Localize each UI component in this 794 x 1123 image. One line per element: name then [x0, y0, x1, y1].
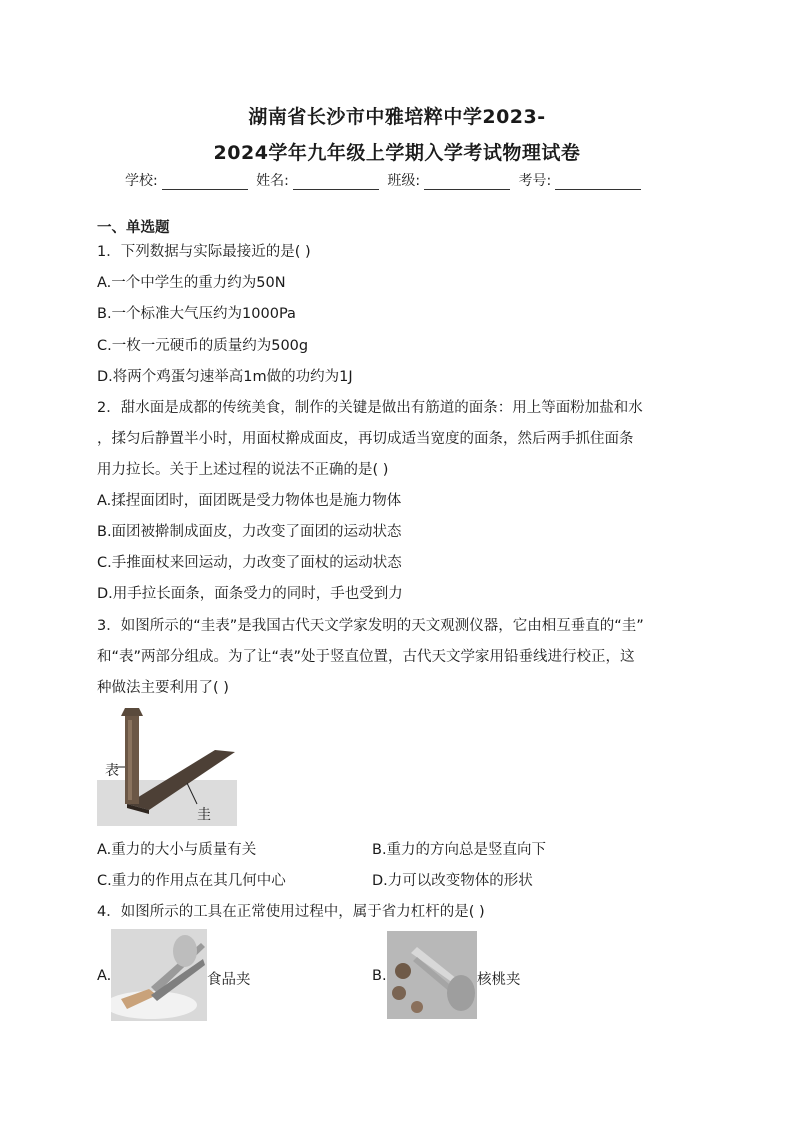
q3-option-d: D.力可以改变物体的形状: [372, 873, 533, 889]
q1-option-b: B.一个标准大气压约为1000Pa: [97, 306, 296, 322]
q1-option-c: C.一枚一元硬币的质量约为500g: [97, 338, 309, 354]
q3-stem-2: 和“表”两部分组成。为了让“表”处于竖直位置，古代天文学家用铅垂线进行校正，这: [97, 649, 635, 665]
q4-option-b-text: 核桃夹: [477, 972, 521, 988]
walnut-1: [395, 963, 411, 979]
food-tongs-photo: [111, 929, 207, 1021]
name-blank[interactable]: [293, 175, 379, 190]
q2-stem-2: ，揉匀后静置半小时，用面杖擀成面皮，再切成适当宽度的面条，然后两手抓住面条: [97, 431, 634, 447]
figure-label-gui: 圭: [197, 807, 211, 823]
q2-option-d: D.用手拉长面条，面条受力的同时，手也受到力: [97, 586, 403, 602]
q2-option-b: B.面团被擀制成面皮，力改变了面团的运动状态: [97, 524, 402, 540]
section-heading: 一、单选题: [97, 220, 170, 236]
biao-pillar-highlight: [128, 720, 132, 800]
nutcracker-photo: [387, 931, 477, 1019]
tongs-hand: [173, 935, 197, 967]
class-blank[interactable]: [424, 175, 510, 190]
name-label: 姓名:: [256, 173, 289, 189]
walnut-3: [411, 1001, 423, 1013]
q4-option-a-prefix: A.: [97, 968, 112, 984]
title-line-1: 湖南省长沙市中雅培粹中学2023-: [248, 106, 546, 128]
title-line-2: 2024学年九年级上学期入学考试物理试卷: [213, 142, 581, 164]
exam-no-label: 考号:: [518, 173, 552, 189]
figure-label-biao: 表: [105, 763, 119, 779]
q1-stem: 1．下列数据与实际最接近的是( ): [97, 244, 311, 260]
q4-option-a-text: 食品夹: [207, 972, 251, 988]
school-blank[interactable]: [162, 175, 248, 190]
q2-stem-3: 用力拉长。关于上述过程的说法不正确的是( ): [97, 462, 389, 478]
class-label: 班级:: [387, 173, 421, 189]
q2-stem-1: 2．甜水面是成都的传统美食，制作的关键是做出有筋道的面条：用上等面粉加盐和水: [97, 400, 643, 416]
q3-stem-1: 3．如图所示的“圭表”是我国古代天文学家发明的天文观测仪器，它由相互垂直的“圭”: [97, 618, 644, 634]
student-info-row: [125, 170, 645, 190]
q3-option-b: B.重力的方向总是竖直向下: [372, 842, 547, 858]
q2-option-c: C.手推面杖来回运动，力改变了面杖的运动状态: [97, 555, 402, 571]
nutcracker-hand: [447, 975, 475, 1011]
walnut-2: [392, 986, 406, 1000]
q2-option-a: A.揉捏面团时，面团既是受力物体也是施力物体: [97, 493, 402, 509]
exam-no-blank[interactable]: [555, 175, 641, 190]
q1-option-a: A.一个中学生的重力约为50N: [97, 275, 286, 291]
q1-option-d: D.将两个鸡蛋匀速举高1m做的功约为1J: [97, 369, 353, 385]
q4-stem: 4．如图所示的工具在正常使用过程中，属于省力杠杆的是( ): [97, 904, 485, 920]
q4-option-b-prefix: B.: [372, 968, 387, 984]
q3-option-c: C.重力的作用点在其几何中心: [97, 873, 286, 889]
q3-stem-3: 种做法主要利用了( ): [97, 680, 229, 696]
q3-option-a: A.重力的大小与质量有关: [97, 842, 257, 858]
school-label: 学校:: [125, 173, 158, 189]
